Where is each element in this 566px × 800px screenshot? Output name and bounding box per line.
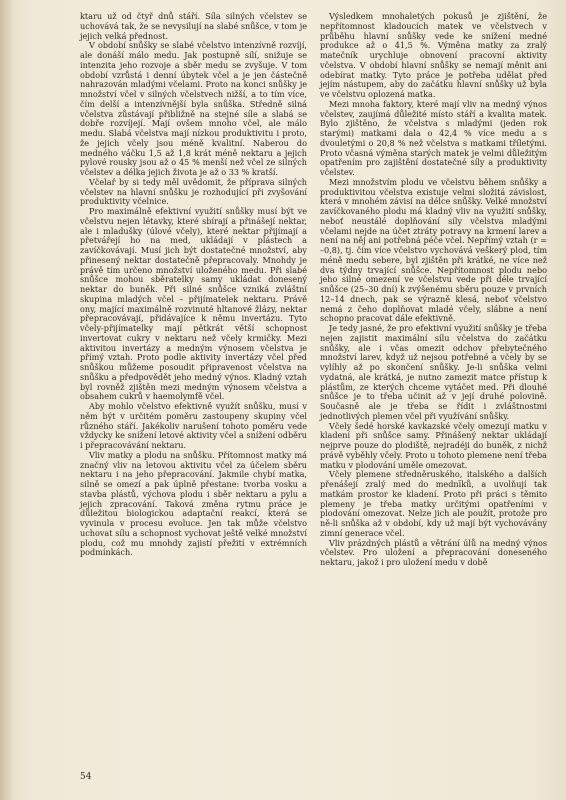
paragraph: Pro maximálně efektivní využití snůšky musí být ve včelstvu nejen létavky, které sbírají a přinášejí nektar, ale i mladušky (úlové včely), které nektar přijímají a přetvářejí ho na med, ukládají v plástech a zavíčkovávají. Musí jich být dostatečné množství, aby přinesený nektar dostatečně přepracovaly. Mnohdy je právě tím určeno množství uloženého medu. Při slabé snůšce mohou sběratelky samy ukládat donesený nektar do buněk. Při silné snůšce vzniká zvláštní skupina mladých včel – přijímatelek nektaru. Právě ony, mající maximálně rozvinuté hltanové žlázy, nektar přepracovávají, přidávajíce k němu invertázu. Tyto včely-přijímatelky mají pětkrát větší schopnost invertovat cukry v nektaru než včely krmičky. Mezi aktivitou invertázy a medným výnosem včelstva je přímý vztah. Proto podle aktivity invertázy včel před snůškou můžeme posoudit připravenost včelstva na snůšku a předpovědět jeho medný výnos. Kladný vztah byl rovněž zjištěn mezi medným výnosem včelstva a obsahem cukrů v haemolymfě včel.: [80, 206, 307, 402]
paragraph: Včely šedé horské kavkazské včely omezují matku v kladení při snůšce samy. Přinášený nektar ukládají nejprve pouze do plodiště, nejradéji do buněk, z nichž právě vyběhly včely. Proto u tohoto plemene není třeba matku v plodování uměle omezovat.: [320, 420, 547, 470]
paragraph: V období snůšky se slabé včelstvo intenzívně rozvíjí, ale donáší málo medu. Jak postupně sílí, snižuje se intenzita jeho rozvoje a sběr medu se zvyšuje. V tom období vzrůstá i denní úbytek včel a je jen částečně nahrazován mladými včelami. Proto na konci snůšky je množství včel v silných včelstvech nižší, a to tím více, čím delší a intenzívnější byla snůška. Středně silná včelstva zůstávají přibližně na stejné síle a slabá se dobře rozvíjejí. Mají ovšem mnoho včel, ale málo medu. Slabá včelstva mají nízkou produktivitu i proto, že jejich včely jsou méně kvalitní. Naberou do medného váčku 1,5 až 1,8 krát méně nektaru a jejich pylové rousky jsou až o 45 % menší než včel ze silných včelstev a délka jejich života je až o 33 % kratší.: [80, 40, 307, 177]
paragraph: ktaru už od čtyř dnů stáří. Síla silných včelstev se uchovává tak, že se nevysilují na slabé snůšce, v tom je jejich velká přednost.: [80, 11, 307, 41]
paragraph: Včely plemene středněruského, italského a dalších přenášejí zralý med do mednīků, a uvolňují tak matkám prostor ke kladení. Proto při práci s těmito plemeny je třeba matky určitými opatřeními v plodování omezovat. Nelze jich ale použít, protože pro ně-li snůška až v období, kdy už mají být vychovávány zimní generace včel.: [320, 469, 547, 538]
paragraph: Mezi mnoha faktory, které mají vliv na medný výnos včelstev, zaujímá důležité místo stáří a kvalita matek. Bylo zjištěno, že včelstva s mladými (jeden rok starými) matkami dala o 42,4 % více medu a s dvouletými o 20,8 % než včelstva s matkami tříletými. Proto včasná výměna starých matek je velmi důležitým opatřením pro zajištění dostatečné síly a produktivity včelstev.: [320, 98, 547, 177]
paragraph: Výsledkem mnohaletých pokusů je zjištění, že nepřítomnost kladoucích matek ve včelstvech v průběhu hlavní snůšky vede ke snížení medné produkce až o 41,5 %. Výměna matky za zralý matečník urychluje obnovení pracovní aktivity včelstva. V období hlavní snůšky se nemají měnit ani odebírat matky. Tyto práce je potřeba udělat před jejím nástupem, aby do začátku hlavní snůšky už byla ve včelstvu oplozená matka.: [320, 11, 547, 99]
paragraph: Včelař by si tedy měl uvědomit, že příprava silných včelstev na hlavní snůšku je rozhodující při zvyšování produktivity včelnice.: [80, 176, 307, 207]
paragraph: Vliv matky a plodu na snůšku. Přítomnost matky má značný vliv na letovou aktivitu včel za účelem sběru nektaru i na jeho přepracování. Jakmile chybí matka, silně se omezí a pak úplně přestane: tvorba vosku a stavba plástů, výchova plodu i sběr nektaru a pylu a jejich zpracování. Taková změna rytmu práce je důležitou biologickou adaptační reakcí, která se vyvinula v procesu evoluce. Jen tak může včelstvo uchovat sílu a schopnost vychovat ještě velké množství plodu, což mu mnohdy zajistí přežití v extrémních podmínkách.: [80, 449, 307, 558]
left-text-column: [80, 12, 307, 558]
paragraph: Je tedy jasné, že pro efektivní využití snůšky je třeba nejen zajistit maximální sílu včelstva do začátku snůšky, ale i včas omezit odchov přebytečného množství larev, když už nejsou potřebné a včely by se vylíhly až po skončení snůšky. Je-li snůška velmi vydatná, ale krátká, je nutno zamezit matce přístup k plástům, ze kterých chceme vytáčet med. Při dlouhé snůšce je to třeba učinit až v její druhé polovině. Současně ale je třeba se řídit i zvláštnostmi jednotlivých plemen včel při využívání snůšky.: [320, 323, 547, 421]
right-text-column: [320, 12, 547, 568]
paragraph: Vliv prázdných plástů a větrání úlů na medný výnos včelstev. Pro uložení a přepracování doneseného nektaru, jakož i pro uložení medu v době: [320, 537, 547, 567]
paragraph: Mezi množstvím plodu ve včelstvu během snůšky a produktivitou včelstva existuje velmi složitá závislost, která v mnohém závisí na délce snůšky. Velké množství zavíčkovaného plodu má kladný vliv na využití snůšky, neboť neustálé doplňování síly včelstva mladými včelami nejde na účet ztráty potravy na krmení larev a není na něj ani potřebná péče včel. Nepřímý vztah (r = –0,8), tj. čím více včelstvo vychovává veškerý plod, tím méně medu sebere, byl zjištěn při krátké, ne více než dva týdny trvající snůšce. Nepřítomnost plodu nebo jeho silné omezení ve včelstvu vede při déle trvající snůšce (25–30 dní) k zvýšenému sběru pouze v prvních 12–14 dnech, pak se výrazně klesá, neboť včelstvo nemá z čeho doplňovat mladé včely, slábne a není schopno pracovat dále efektivně.: [320, 176, 547, 324]
page-number: 54: [80, 772, 92, 782]
page-fold-shadow: [0, 0, 14, 800]
paragraph: Aby mohlo včelstvo efektivně využít snůšku, musí v něm být v určitém poměru zastoupeny skupiny včel různého stáří. Jakékoliv narušení tohoto poměru vede vždycky ke snížení letové aktivity včel a snížení odběru i přepracovávání nektaru.: [80, 401, 307, 450]
